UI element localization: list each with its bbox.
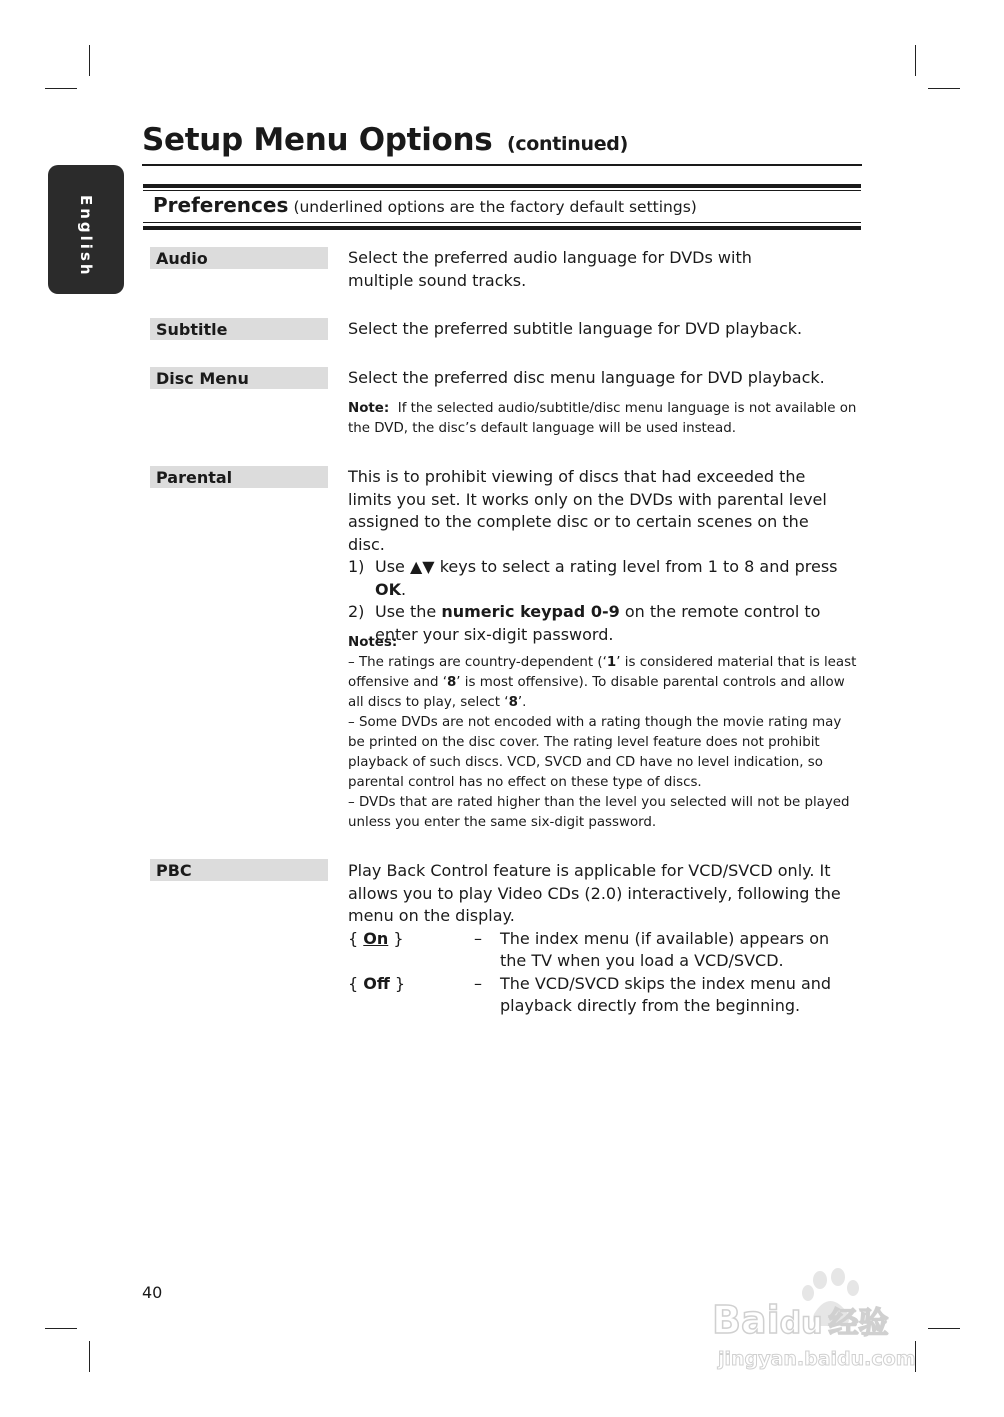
option-on-default: On (363, 928, 389, 948)
option-label-audio: Audio (150, 247, 328, 269)
parental-notes (348, 633, 858, 833)
note-text: ’ is considered material that is least offensive and ‘ (348, 655, 857, 690)
option-text: The index menu (if available) appears on the TV when you load a VCD/SVCD. (500, 928, 830, 970)
brace: } (389, 973, 406, 993)
parental-note-3: – DVDs that are rated higher than the level you selected will not be played unless you enter the same six-digit password. (348, 795, 850, 830)
language-tab (48, 165, 124, 294)
rating-value: 8 (508, 695, 518, 710)
step-text: on the remote control to enter your six-digit password. (375, 602, 821, 644)
note-label: Note: (348, 401, 390, 416)
page-title-text: Setup Menu Options (142, 122, 493, 158)
watermark-cn: 经验 (828, 1306, 889, 1341)
crop-mark (89, 45, 90, 76)
step-number: 2) (348, 602, 365, 621)
option-off: Off (363, 973, 390, 993)
rating-value: 8 (446, 675, 457, 690)
subtitle-description: Select the preferred subtitle language for DVD playback. (348, 319, 803, 338)
disc-menu-note (348, 399, 858, 439)
watermark-brand: Bai (712, 1298, 780, 1342)
step-text: Use the (375, 602, 437, 621)
page-title (142, 122, 628, 158)
note-text: If the selected audio/subtitle/disc menu language is not available on the DVD, the disc’s default language will be used instead. (348, 401, 857, 436)
parental-intro: This is to prohibit viewing of discs that had exceeded the limits you set. It works only on the DVDs with parental level assigned to the complete disc or to certain scenes on the disc. (348, 467, 827, 554)
section-heading-subtitle: (underlined options are the factory default settings) (293, 198, 697, 216)
section-rule-top-thick (143, 184, 861, 188)
crop-mark (89, 1341, 90, 1372)
section-rule-bottom-thin (143, 222, 861, 223)
option-label-parental: Parental (150, 466, 328, 488)
crop-mark (928, 88, 960, 89)
page-title-suffix: (continued) (506, 133, 628, 155)
crop-mark (45, 1328, 77, 1329)
step-text: Use (375, 557, 405, 576)
watermark-brand-du: du (779, 1306, 823, 1341)
brace: } (388, 928, 404, 948)
step-text: keys to select a rating level from 1 to 8 and press (439, 557, 838, 576)
option-label-pbc: PBC (150, 859, 328, 881)
numeric-keypad-label: numeric keypad 0-9 (441, 602, 620, 621)
section-rule-bottom-thick (143, 226, 861, 230)
parental-step-1 (348, 556, 848, 601)
up-down-keys-icon: ▲▼ (409, 557, 435, 576)
option-key (348, 928, 404, 951)
brace: { (348, 973, 364, 993)
ok-key-label: OK (375, 579, 401, 599)
notes-label: Notes: (348, 635, 398, 650)
rating-value: 1 (606, 655, 617, 670)
section-heading (153, 193, 697, 217)
pbc-intro: Play Back Control feature is applicable for VCD/SVCD only. It allows you to play Video CDs (2.0) interactively, following the menu on the display. (348, 861, 841, 925)
title-rule (142, 164, 862, 166)
option-dash: – (474, 973, 482, 993)
parental-note-1 (348, 653, 858, 713)
watermark-url: jingyan.baidu.com (718, 1348, 916, 1370)
page-number: 40 (142, 1283, 163, 1302)
crop-mark (45, 88, 77, 89)
section-heading-title: Preferences (153, 193, 289, 217)
note-text: – The ratings are country-dependent (‘ (348, 655, 607, 670)
audio-description: Select the preferred audio language for DVDs with multiple sound tracks. (348, 248, 752, 290)
option-text: The VCD/SVCD skips the index menu and playback directly from the beginning. (500, 973, 832, 1015)
pbc-option-on (348, 928, 848, 973)
language-tab-label: English (77, 195, 95, 278)
option-label-subtitle: Subtitle (150, 318, 328, 340)
brace: { (348, 928, 364, 948)
option-key (348, 973, 405, 996)
note-text: ’. (517, 695, 527, 710)
parental-description (348, 466, 848, 646)
parental-note-2: – Some DVDs are not encoded with a rating though the movie rating may be printed on the disc cover. The rating level feature does not prohibit playback of such discs. VCD, SVCD and CD have no level indication, so parental control has no effect on these type of discs. (348, 715, 842, 790)
step-text-end: . (401, 579, 407, 599)
baidu-watermark (712, 1266, 944, 1376)
step-number: 1) (348, 557, 365, 576)
disc-menu-description: Select the preferred disc menu language for DVD playback. (348, 368, 825, 387)
section-rule-top-thin (143, 190, 861, 191)
note-text: ’ is most offensive). To disable parental controls and allow all discs to play, select ‘ (348, 675, 845, 710)
pbc-option-off (348, 973, 848, 1018)
option-dash: – (474, 928, 482, 948)
crop-mark (915, 45, 916, 76)
pbc-description (348, 860, 848, 1018)
option-label-disc-menu: Disc Menu (150, 367, 328, 389)
